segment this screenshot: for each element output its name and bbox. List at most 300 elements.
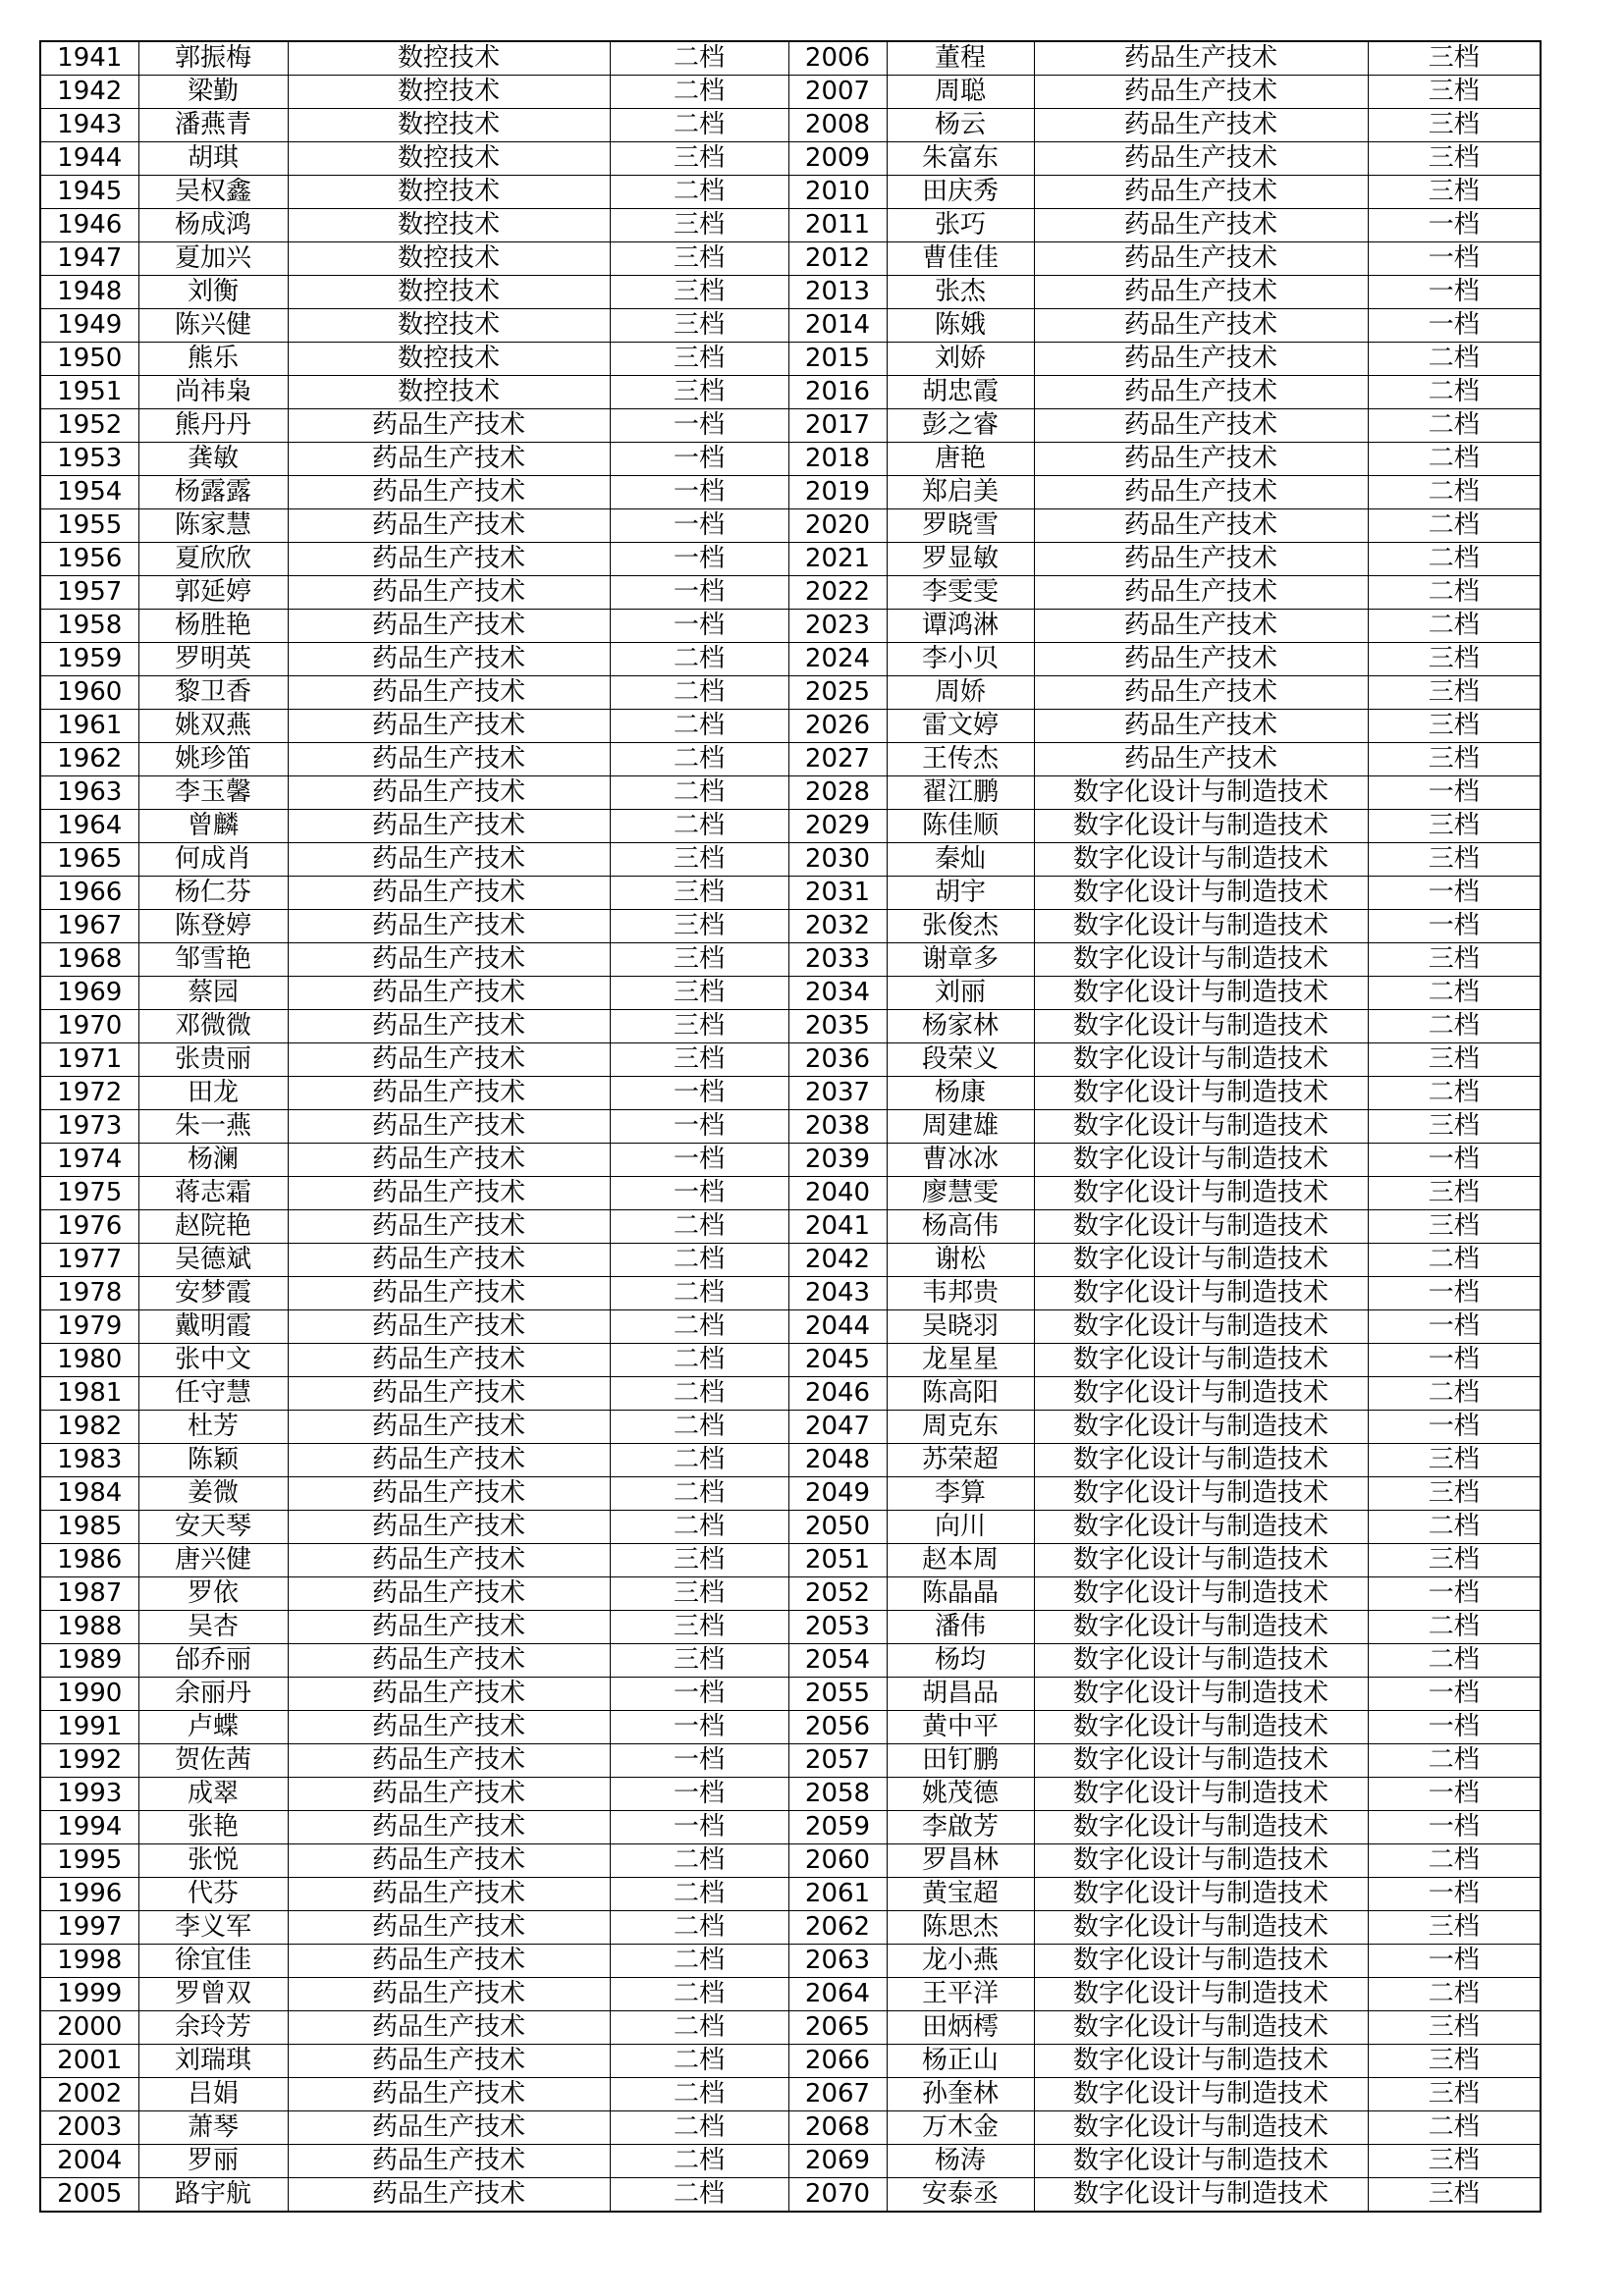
left-number-cell: 1970 — [40, 1010, 138, 1043]
right-name-cell: 秦灿 — [887, 843, 1034, 877]
right-major-cell: 药品生产技术 — [1034, 710, 1368, 743]
left-grade-cell: 二档 — [610, 1411, 788, 1444]
right-number-cell: 2027 — [788, 743, 887, 776]
left-number-cell: 1964 — [40, 810, 138, 843]
right-major-cell: 药品生产技术 — [1034, 276, 1368, 309]
left-major-cell: 数控技术 — [288, 242, 610, 276]
left-major-cell: 数控技术 — [288, 142, 610, 176]
left-number-cell: 1966 — [40, 877, 138, 910]
right-major-cell: 药品生产技术 — [1034, 343, 1368, 376]
left-grade-cell: 三档 — [610, 977, 788, 1010]
left-grade-cell: 二档 — [610, 1945, 788, 1978]
right-name-cell: 杨高伟 — [887, 1210, 1034, 1244]
left-major-cell: 数控技术 — [288, 176, 610, 209]
right-grade-cell: 二档 — [1368, 1010, 1541, 1043]
left-grade-cell: 二档 — [610, 1377, 788, 1411]
table-row — [40, 209, 1541, 242]
left-grade-cell: 二档 — [610, 1277, 788, 1310]
left-grade-cell: 一档 — [610, 476, 788, 509]
right-major-cell: 数字化设计与制造技术 — [1034, 1711, 1368, 1744]
right-major-cell: 数字化设计与制造技术 — [1034, 1778, 1368, 1811]
left-major-cell: 药品生产技术 — [288, 1310, 610, 1344]
left-major-cell: 药品生产技术 — [288, 1144, 610, 1177]
right-grade-cell: 三档 — [1368, 843, 1541, 877]
right-major-cell: 数字化设计与制造技术 — [1034, 1210, 1368, 1244]
right-grade-cell: 二档 — [1368, 2111, 1541, 2145]
left-name-cell: 陈登婷 — [138, 910, 288, 943]
left-name-cell: 吴德斌 — [138, 1244, 288, 1277]
left-major-cell: 药品生产技术 — [288, 1110, 610, 1144]
left-major-cell: 药品生产技术 — [288, 1377, 610, 1411]
right-name-cell: 龙星星 — [887, 1344, 1034, 1377]
left-name-cell: 成翠 — [138, 1778, 288, 1811]
table-row — [40, 2011, 1541, 2045]
right-number-cell: 2049 — [788, 1477, 887, 1511]
right-major-cell: 数字化设计与制造技术 — [1034, 1744, 1368, 1778]
left-grade-cell: 二档 — [610, 1310, 788, 1344]
left-name-cell: 姜微 — [138, 1477, 288, 1511]
table-row — [40, 843, 1541, 877]
left-name-cell: 田龙 — [138, 1077, 288, 1110]
right-major-cell: 数字化设计与制造技术 — [1034, 1277, 1368, 1310]
left-name-cell: 安天琴 — [138, 1511, 288, 1544]
right-name-cell: 张巧 — [887, 209, 1034, 242]
right-name-cell: 韦邦贵 — [887, 1277, 1034, 1310]
right-name-cell: 罗显敏 — [887, 543, 1034, 576]
table-row — [40, 1844, 1541, 1878]
left-grade-cell: 三档 — [610, 1577, 788, 1611]
table-row — [40, 877, 1541, 910]
table-row — [40, 1411, 1541, 1444]
left-major-cell: 药品生产技术 — [288, 443, 610, 476]
right-name-cell: 唐艳 — [887, 443, 1034, 476]
right-number-cell: 2038 — [788, 1110, 887, 1144]
left-grade-cell: 一档 — [610, 1811, 788, 1844]
left-grade-cell: 二档 — [610, 1477, 788, 1511]
left-name-cell: 任守慧 — [138, 1377, 288, 1411]
right-major-cell: 药品生产技术 — [1034, 142, 1368, 176]
table-row — [40, 676, 1541, 710]
right-number-cell: 2032 — [788, 910, 887, 943]
right-major-cell: 数字化设计与制造技术 — [1034, 1945, 1368, 1978]
right-grade-cell: 一档 — [1368, 1277, 1541, 1310]
right-grade-cell: 三档 — [1368, 109, 1541, 142]
left-number-cell: 2002 — [40, 2078, 138, 2111]
right-number-cell: 2030 — [788, 843, 887, 877]
table-row — [40, 309, 1541, 343]
left-number-cell: 2005 — [40, 2178, 138, 2213]
left-name-cell: 罗依 — [138, 1577, 288, 1611]
right-number-cell: 2060 — [788, 1844, 887, 1878]
right-major-cell: 数字化设计与制造技术 — [1034, 776, 1368, 810]
right-grade-cell: 三档 — [1368, 1177, 1541, 1210]
table-row — [40, 1811, 1541, 1844]
right-name-cell: 周娇 — [887, 676, 1034, 710]
right-number-cell: 2055 — [788, 1678, 887, 1711]
left-name-cell: 杨仁芬 — [138, 877, 288, 910]
right-number-cell: 2009 — [788, 142, 887, 176]
left-major-cell: 药品生产技术 — [288, 509, 610, 543]
left-number-cell: 1944 — [40, 142, 138, 176]
left-major-cell: 药品生产技术 — [288, 576, 610, 610]
left-number-cell: 1972 — [40, 1077, 138, 1110]
left-major-cell: 药品生产技术 — [288, 1511, 610, 1544]
left-major-cell: 药品生产技术 — [288, 1744, 610, 1778]
left-grade-cell: 二档 — [610, 1344, 788, 1377]
table-row — [40, 242, 1541, 276]
left-number-cell: 1982 — [40, 1411, 138, 1444]
left-major-cell: 药品生产技术 — [288, 1844, 610, 1878]
right-grade-cell: 二档 — [1368, 1077, 1541, 1110]
right-number-cell: 2070 — [788, 2178, 887, 2213]
table-row — [40, 1110, 1541, 1144]
left-grade-cell: 二档 — [610, 1844, 788, 1878]
left-major-cell: 药品生产技术 — [288, 409, 610, 443]
right-major-cell: 数字化设计与制造技术 — [1034, 2045, 1368, 2078]
left-name-cell: 李义军 — [138, 1911, 288, 1945]
left-grade-cell: 三档 — [610, 343, 788, 376]
left-major-cell: 药品生产技术 — [288, 776, 610, 810]
right-name-cell: 姚茂德 — [887, 1778, 1034, 1811]
left-name-cell: 郭振梅 — [138, 41, 288, 76]
left-grade-cell: 二档 — [610, 2111, 788, 2145]
right-name-cell: 杨正山 — [887, 2045, 1034, 2078]
right-number-cell: 2046 — [788, 1377, 887, 1411]
right-name-cell: 安泰丞 — [887, 2178, 1034, 2213]
left-major-cell: 药品生产技术 — [288, 2045, 610, 2078]
right-name-cell: 胡昌品 — [887, 1678, 1034, 1711]
left-number-cell: 1973 — [40, 1110, 138, 1144]
left-major-cell: 数控技术 — [288, 343, 610, 376]
right-number-cell: 2020 — [788, 509, 887, 543]
table-row — [40, 1477, 1541, 1511]
left-name-cell: 潘燕青 — [138, 109, 288, 142]
left-number-cell: 1955 — [40, 509, 138, 543]
right-major-cell: 数字化设计与制造技术 — [1034, 1644, 1368, 1678]
right-grade-cell: 一档 — [1368, 1678, 1541, 1711]
right-name-cell: 孙奎林 — [887, 2078, 1034, 2111]
right-major-cell: 数字化设计与制造技术 — [1034, 910, 1368, 943]
left-name-cell: 戴明霞 — [138, 1310, 288, 1344]
left-number-cell: 1941 — [40, 41, 138, 76]
right-major-cell: 数字化设计与制造技术 — [1034, 1844, 1368, 1878]
left-major-cell: 药品生产技术 — [288, 2011, 610, 2045]
right-name-cell: 谢松 — [887, 1244, 1034, 1277]
right-number-cell: 2048 — [788, 1444, 887, 1477]
left-number-cell: 1996 — [40, 1878, 138, 1911]
left-grade-cell: 一档 — [610, 1744, 788, 1778]
left-name-cell: 代芬 — [138, 1878, 288, 1911]
right-number-cell: 2054 — [788, 1644, 887, 1678]
right-grade-cell: 一档 — [1368, 1411, 1541, 1444]
left-grade-cell: 二档 — [610, 176, 788, 209]
right-grade-cell: 二档 — [1368, 1644, 1541, 1678]
left-number-cell: 2004 — [40, 2145, 138, 2178]
left-major-cell: 药品生产技术 — [288, 2145, 610, 2178]
right-grade-cell: 一档 — [1368, 1310, 1541, 1344]
left-number-cell: 1957 — [40, 576, 138, 610]
table-row — [40, 1611, 1541, 1644]
right-major-cell: 药品生产技术 — [1034, 509, 1368, 543]
right-name-cell: 胡宇 — [887, 877, 1034, 910]
right-major-cell: 数字化设计与制造技术 — [1034, 1911, 1368, 1945]
right-name-cell: 张杰 — [887, 276, 1034, 309]
table-row — [40, 509, 1541, 543]
right-major-cell: 药品生产技术 — [1034, 209, 1368, 242]
left-major-cell: 药品生产技术 — [288, 676, 610, 710]
left-grade-cell: 一档 — [610, 1678, 788, 1711]
left-name-cell: 陈兴健 — [138, 309, 288, 343]
left-name-cell: 陈家慧 — [138, 509, 288, 543]
right-grade-cell: 二档 — [1368, 1244, 1541, 1277]
right-number-cell: 2036 — [788, 1043, 887, 1077]
left-number-cell: 1971 — [40, 1043, 138, 1077]
left-number-cell: 1991 — [40, 1711, 138, 1744]
right-major-cell: 药品生产技术 — [1034, 109, 1368, 142]
table-row — [40, 1544, 1541, 1577]
left-name-cell: 熊乐 — [138, 343, 288, 376]
left-number-cell: 1965 — [40, 843, 138, 877]
right-name-cell: 张俊杰 — [887, 910, 1034, 943]
left-major-cell: 药品生产技术 — [288, 2078, 610, 2111]
left-name-cell: 杨澜 — [138, 1144, 288, 1177]
right-major-cell: 药品生产技术 — [1034, 309, 1368, 343]
right-grade-cell: 一档 — [1368, 242, 1541, 276]
left-grade-cell: 二档 — [610, 676, 788, 710]
left-major-cell: 药品生产技术 — [288, 1711, 610, 1744]
left-grade-cell: 一档 — [610, 543, 788, 576]
left-number-cell: 2003 — [40, 2111, 138, 2145]
right-name-cell: 田钉鹏 — [887, 1744, 1034, 1778]
left-name-cell: 贺佐茜 — [138, 1744, 288, 1778]
right-major-cell: 数字化设计与制造技术 — [1034, 1444, 1368, 1477]
right-name-cell: 杨家林 — [887, 1010, 1034, 1043]
left-major-cell: 药品生产技术 — [288, 710, 610, 743]
right-grade-cell: 一档 — [1368, 1577, 1541, 1611]
left-major-cell: 药品生产技术 — [288, 943, 610, 977]
right-grade-cell: 二档 — [1368, 509, 1541, 543]
left-major-cell: 药品生产技术 — [288, 1344, 610, 1377]
left-number-cell: 1985 — [40, 1511, 138, 1544]
left-number-cell: 1993 — [40, 1778, 138, 1811]
right-name-cell: 万木金 — [887, 2111, 1034, 2145]
left-grade-cell: 三档 — [610, 943, 788, 977]
right-number-cell: 2014 — [788, 309, 887, 343]
right-name-cell: 翟江鹏 — [887, 776, 1034, 810]
left-name-cell: 余玲芳 — [138, 2011, 288, 2045]
left-grade-cell: 二档 — [610, 743, 788, 776]
left-grade-cell: 三档 — [610, 276, 788, 309]
left-number-cell: 2001 — [40, 2045, 138, 2078]
left-major-cell: 药品生产技术 — [288, 1244, 610, 1277]
left-grade-cell: 二档 — [610, 109, 788, 142]
right-major-cell: 药品生产技术 — [1034, 76, 1368, 109]
left-grade-cell: 二档 — [610, 1444, 788, 1477]
right-major-cell: 药品生产技术 — [1034, 176, 1368, 209]
left-grade-cell: 一档 — [610, 1144, 788, 1177]
right-grade-cell: 一档 — [1368, 276, 1541, 309]
right-name-cell: 刘丽 — [887, 977, 1034, 1010]
left-name-cell: 赵院艳 — [138, 1210, 288, 1244]
left-major-cell: 药品生产技术 — [288, 1077, 610, 1110]
right-name-cell: 罗昌林 — [887, 1844, 1034, 1878]
right-number-cell: 2035 — [788, 1010, 887, 1043]
table-row — [40, 943, 1541, 977]
right-name-cell: 苏荣超 — [887, 1444, 1034, 1477]
right-number-cell: 2007 — [788, 76, 887, 109]
table-row — [40, 1711, 1541, 1744]
left-name-cell: 杨成鸿 — [138, 209, 288, 242]
right-name-cell: 郑启美 — [887, 476, 1034, 509]
left-major-cell: 药品生产技术 — [288, 543, 610, 576]
left-grade-cell: 二档 — [610, 1244, 788, 1277]
left-number-cell: 1969 — [40, 977, 138, 1010]
right-number-cell: 2013 — [788, 276, 887, 309]
right-name-cell: 周克东 — [887, 1411, 1034, 1444]
right-number-cell: 2008 — [788, 109, 887, 142]
right-number-cell: 2061 — [788, 1878, 887, 1911]
left-name-cell: 胡琪 — [138, 142, 288, 176]
right-major-cell: 数字化设计与制造技术 — [1034, 1811, 1368, 1844]
left-major-cell: 数控技术 — [288, 309, 610, 343]
left-number-cell: 1950 — [40, 343, 138, 376]
right-major-cell: 数字化设计与制造技术 — [1034, 1611, 1368, 1644]
right-major-cell: 数字化设计与制造技术 — [1034, 1010, 1368, 1043]
table-row — [40, 1177, 1541, 1210]
left-grade-cell: 二档 — [610, 2011, 788, 2045]
right-major-cell: 数字化设计与制造技术 — [1034, 2011, 1368, 2045]
left-major-cell: 药品生产技术 — [288, 1477, 610, 1511]
right-grade-cell: 三档 — [1368, 743, 1541, 776]
table-row — [40, 109, 1541, 142]
left-grade-cell: 三档 — [610, 843, 788, 877]
right-number-cell: 2017 — [788, 409, 887, 443]
left-name-cell: 余丽丹 — [138, 1678, 288, 1711]
right-grade-cell: 二档 — [1368, 1511, 1541, 1544]
right-name-cell: 杨云 — [887, 109, 1034, 142]
right-grade-cell: 二档 — [1368, 409, 1541, 443]
left-grade-cell: 三档 — [610, 1010, 788, 1043]
left-number-cell: 1963 — [40, 776, 138, 810]
right-number-cell: 2012 — [788, 242, 887, 276]
left-major-cell: 药品生产技术 — [288, 1811, 610, 1844]
left-grade-cell: 二档 — [610, 1210, 788, 1244]
left-grade-cell: 二档 — [610, 1978, 788, 2011]
left-grade-cell: 三档 — [610, 376, 788, 409]
left-major-cell: 药品生产技术 — [288, 1411, 610, 1444]
left-major-cell: 药品生产技术 — [288, 1878, 610, 1911]
table-row — [40, 977, 1541, 1010]
left-name-cell: 郭延婷 — [138, 576, 288, 610]
right-grade-cell: 三档 — [1368, 710, 1541, 743]
right-name-cell: 雷文婷 — [887, 710, 1034, 743]
right-number-cell: 2043 — [788, 1277, 887, 1310]
left-number-cell: 1943 — [40, 109, 138, 142]
right-number-cell: 2022 — [788, 576, 887, 610]
table-row — [40, 1244, 1541, 1277]
right-number-cell: 2063 — [788, 1945, 887, 1978]
right-name-cell: 李啟芳 — [887, 1811, 1034, 1844]
right-name-cell: 谢章多 — [887, 943, 1034, 977]
table-row — [40, 776, 1541, 810]
right-grade-cell: 一档 — [1368, 1344, 1541, 1377]
right-name-cell: 胡忠霞 — [887, 376, 1034, 409]
right-number-cell: 2037 — [788, 1077, 887, 1110]
right-name-cell: 罗晓雪 — [887, 509, 1034, 543]
right-number-cell: 2031 — [788, 877, 887, 910]
right-number-cell: 2050 — [788, 1511, 887, 1544]
table-row — [40, 1778, 1541, 1811]
right-number-cell: 2047 — [788, 1411, 887, 1444]
right-grade-cell: 三档 — [1368, 1911, 1541, 1945]
left-number-cell: 2000 — [40, 2011, 138, 2045]
left-grade-cell: 一档 — [610, 610, 788, 643]
left-number-cell: 1958 — [40, 610, 138, 643]
table-row — [40, 743, 1541, 776]
left-major-cell: 药品生产技术 — [288, 910, 610, 943]
left-major-cell: 数控技术 — [288, 376, 610, 409]
left-number-cell: 1960 — [40, 676, 138, 710]
left-number-cell: 1987 — [40, 1577, 138, 1611]
left-number-cell: 1954 — [40, 476, 138, 509]
left-number-cell: 1979 — [40, 1310, 138, 1344]
left-name-cell: 刘瑞琪 — [138, 2045, 288, 2078]
right-grade-cell: 三档 — [1368, 1043, 1541, 1077]
right-number-cell: 2065 — [788, 2011, 887, 2045]
left-name-cell: 龚敏 — [138, 443, 288, 476]
right-major-cell: 数字化设计与制造技术 — [1034, 1544, 1368, 1577]
right-name-cell: 黄中平 — [887, 1711, 1034, 1744]
right-number-cell: 2053 — [788, 1611, 887, 1644]
right-number-cell: 2062 — [788, 1911, 887, 1945]
roster-table — [39, 40, 1542, 2213]
right-number-cell: 2057 — [788, 1744, 887, 1778]
right-major-cell: 数字化设计与制造技术 — [1034, 1177, 1368, 1210]
right-name-cell: 李小贝 — [887, 643, 1034, 676]
right-name-cell: 曹佳佳 — [887, 242, 1034, 276]
table-row — [40, 1945, 1541, 1978]
right-grade-cell: 一档 — [1368, 1778, 1541, 1811]
right-name-cell: 杨康 — [887, 1077, 1034, 1110]
right-major-cell: 数字化设计与制造技术 — [1034, 843, 1368, 877]
table-row — [40, 2078, 1541, 2111]
right-name-cell: 向川 — [887, 1511, 1034, 1544]
right-grade-cell: 三档 — [1368, 643, 1541, 676]
table-row — [40, 1978, 1541, 2011]
table-row — [40, 1144, 1541, 1177]
left-major-cell: 药品生产技术 — [288, 2178, 610, 2213]
left-name-cell: 蒋志霜 — [138, 1177, 288, 1210]
right-number-cell: 2025 — [788, 676, 887, 710]
left-number-cell: 1975 — [40, 1177, 138, 1210]
table-row — [40, 1377, 1541, 1411]
right-grade-cell: 二档 — [1368, 977, 1541, 1010]
left-grade-cell: 二档 — [610, 2078, 788, 2111]
right-major-cell: 数字化设计与制造技术 — [1034, 1511, 1368, 1544]
table-row — [40, 76, 1541, 109]
left-grade-cell: 二档 — [610, 810, 788, 843]
right-name-cell: 龙小燕 — [887, 1945, 1034, 1978]
right-grade-cell: 二档 — [1368, 343, 1541, 376]
right-major-cell: 数字化设计与制造技术 — [1034, 1577, 1368, 1611]
table-row — [40, 1644, 1541, 1678]
left-grade-cell: 二档 — [610, 2178, 788, 2213]
right-major-cell: 药品生产技术 — [1034, 610, 1368, 643]
table-row — [40, 1444, 1541, 1477]
right-major-cell: 药品生产技术 — [1034, 476, 1368, 509]
table-row — [40, 2045, 1541, 2078]
right-grade-cell: 三档 — [1368, 142, 1541, 176]
